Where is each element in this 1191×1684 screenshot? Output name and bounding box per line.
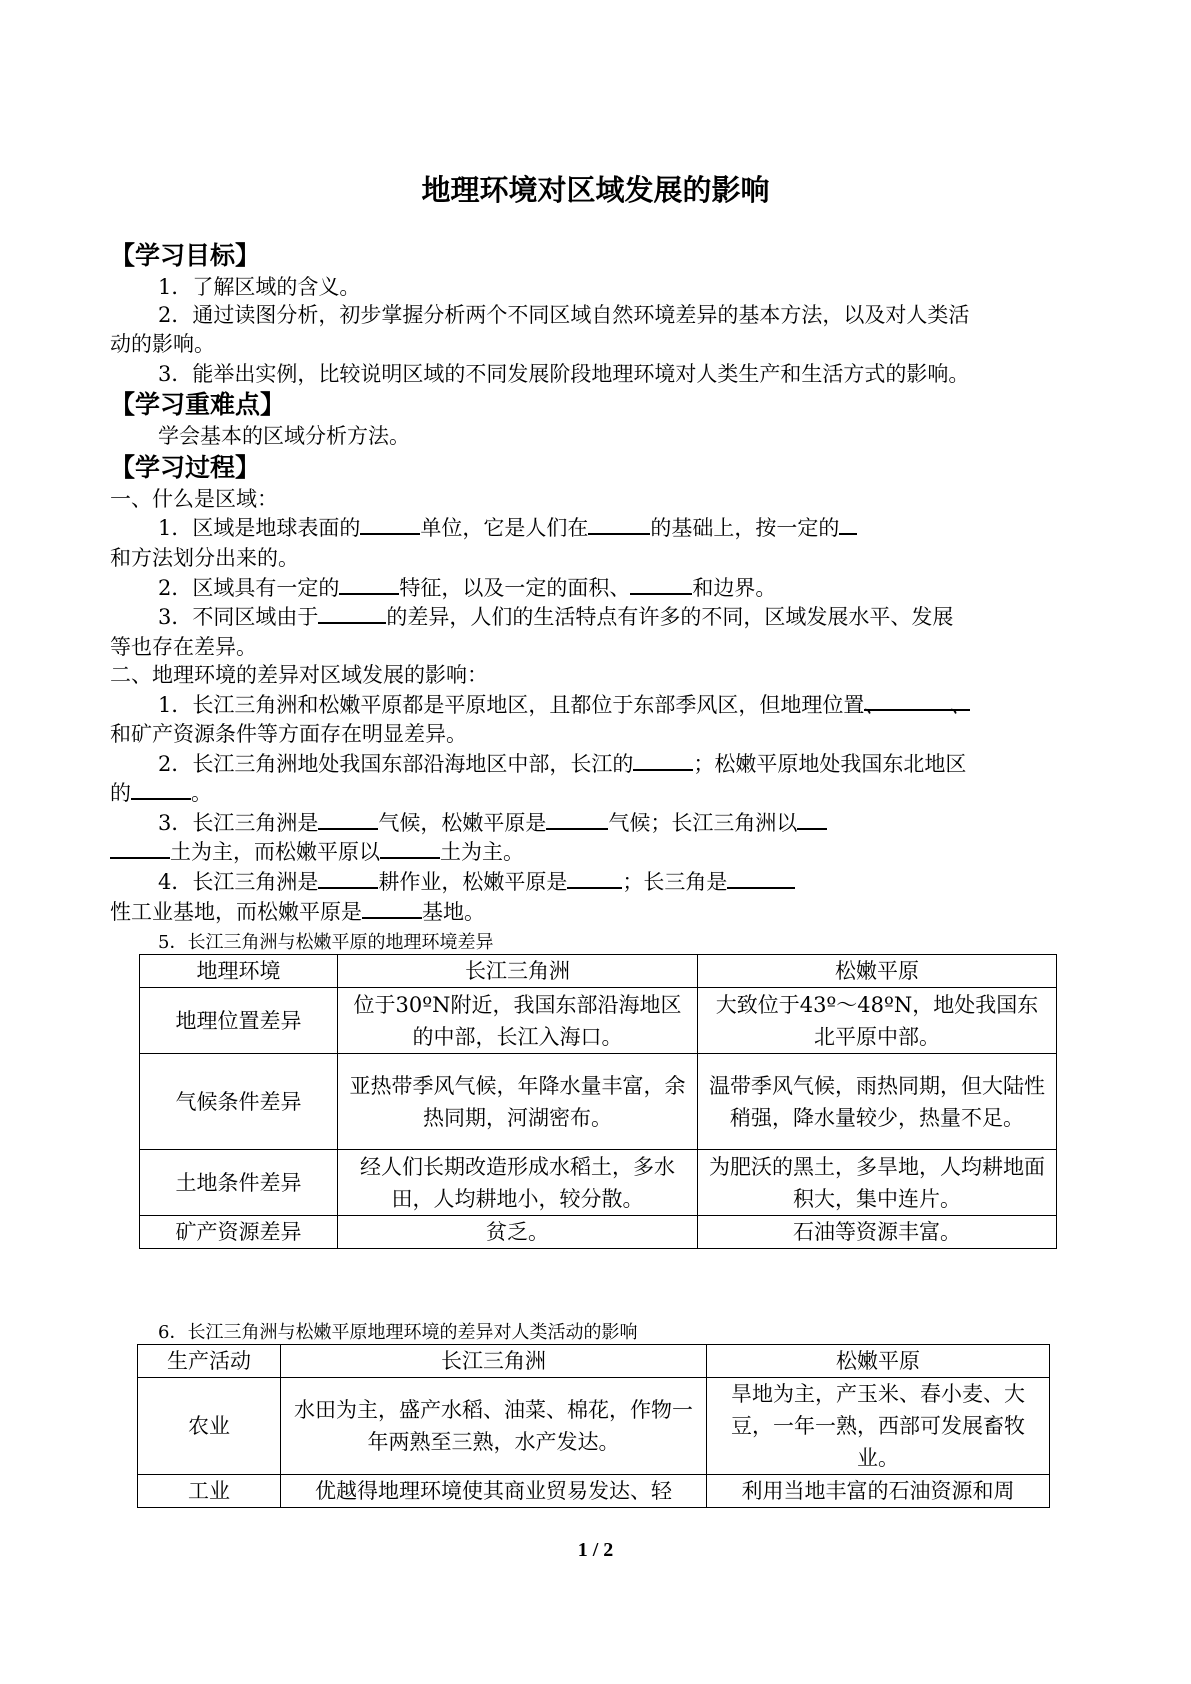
text-span: 。 [191,781,212,805]
fill-blank[interactable] [839,513,857,535]
objective-2-line-2: 动的影响。 [110,332,215,356]
table-cell: 经人们长期改造形成水稻土，多水田，人均耕地小，较分散。 [338,1150,698,1216]
fill-blank[interactable] [131,778,191,800]
table-cell: 地理位置差异 [140,988,338,1054]
table-cell: 大致位于43º～48ºN，地处我国东北平原中部。 [698,988,1057,1054]
part1-q2 [158,572,776,602]
page-number: 1 / 2 [577,1539,614,1561]
fill-blank[interactable] [797,808,827,830]
part1-q1-line-2: 和方法划分出来的。 [110,546,299,570]
text-span: 1．长江三角洲和松嫩平原都是平原地区，且都位于东部季风区，但地理位置 [158,693,865,717]
table-header-cell: 松嫩平原 [707,1345,1050,1378]
table-row [140,988,1057,1054]
fill-blank[interactable] [360,513,420,535]
table-header-cell: 长江三角洲 [281,1345,707,1378]
table-cell: 石油等资源丰富。 [698,1216,1057,1249]
table-header-row [138,1345,1050,1378]
table-cell: 为肥沃的黑土，多旱地，人均耕地面积大，集中连片。 [698,1150,1057,1216]
section-heading-process: 【学习过程】 [110,453,261,482]
section-heading-key-points: 【学习重难点】 [110,390,286,419]
environment-difference-table [139,954,1057,1249]
text-span: ；松嫩平原地处我国东北地区 [693,752,967,776]
objective-1: 1．了解区域的含义。 [158,275,361,299]
part2-heading: 二、地理环境的差异对区域发展的影响： [110,663,488,687]
table-header-cell: 生产活动 [138,1345,281,1378]
table-header-cell: 松嫩平原 [698,955,1057,988]
key-point-text: 学会基本的区域分析方法。 [158,424,410,448]
part2-q3-line-1 [158,807,827,837]
table-cell: 农业 [138,1378,281,1475]
table2-caption: 6．长江三角洲与松嫩平原地理环境的差异对人类活动的影响 [158,1322,638,1343]
table-row [138,1378,1050,1475]
page-title: 地理环境对区域发展的影响 [421,173,770,207]
table-cell: 温带季风气候，雨热同期，但大陆性稍强，降水量较少，热量不足。 [698,1054,1057,1150]
table-header-cell: 地理环境 [140,955,338,988]
table-row [140,1150,1057,1216]
fill-blank[interactable] [727,867,795,889]
human-activity-impact-table [137,1344,1050,1508]
part1-q3-line-2: 等也存在差异。 [110,635,257,659]
fill-blank[interactable] [633,749,693,771]
fill-blank[interactable] [318,808,378,830]
text-span: 2．长江三角洲地处我国东部沿海地区中部，长江的 [158,752,634,776]
text-span: 基地。 [422,900,485,924]
fill-blank[interactable] [362,897,422,919]
table-cell: 旱地为主，产玉米、春小麦、大豆，一年一熟，西部可发展畜牧业。 [707,1378,1050,1475]
fill-blank[interactable] [546,808,608,830]
text-span: 4．长江三角洲是 [158,870,319,894]
part2-q2-line-2 [110,777,212,807]
table-row [138,1475,1050,1508]
fill-blank[interactable] [339,573,399,595]
part2-q4-line-1 [158,866,795,896]
section-heading-objectives: 【学习目标】 [110,241,261,270]
table-row [140,1054,1057,1150]
fill-blank[interactable] [380,837,440,859]
part2-q2-line-1 [158,748,966,778]
table-cell: 贫乏。 [338,1216,698,1249]
part2-q4-line-2 [110,896,485,926]
table-cell: 矿产资源差异 [140,1216,338,1249]
text-span: 3．不同区域由于 [158,605,319,629]
fill-blank[interactable] [318,602,386,624]
text-span: ；长三角是 [622,870,728,894]
table-cell: 土地条件差异 [140,1150,338,1216]
fill-blank[interactable] [110,837,170,859]
part1-heading: 一、什么是区域： [110,487,278,511]
text-span: 和边界。 [692,576,777,600]
table-header-cell: 长江三角洲 [338,955,698,988]
text-span: 1．区域是地球表面的 [158,516,361,540]
text-span: 特征，以及一定的面积、 [399,576,631,600]
part1-q1-line-1 [158,512,857,542]
text-span: 气候，松嫩平原是 [378,811,547,835]
fill-blank[interactable] [950,689,972,717]
table1-caption: 5．长江三角洲与松嫩平原的地理环境差异 [158,932,494,953]
part2-q1-line-1 [158,689,970,719]
part2-q1-line-2: 和矿产资源条件等方面存在明显差异。 [110,722,467,746]
text-span: 气候；长江三角洲以 [608,811,798,835]
table-cell: 工业 [138,1475,281,1508]
fill-blank[interactable] [864,689,950,717]
text-span: 3．长江三角洲是 [158,811,319,835]
fill-blank[interactable] [588,513,650,535]
text-span: 的差异，人们的生活特点有许多的不同，区域发展水平、发展 [386,605,954,629]
objective-2-line-1: 2．通过读图分析，初步掌握分析两个不同区域自然环境差异的基本方法，以及对人类活 [158,303,970,327]
text-span: 、 [950,693,972,717]
part2-q3-line-2 [110,836,524,866]
table-cell: 利用当地丰富的石油资源和周 [707,1475,1050,1508]
table-cell: 优越得地理环境使其商业贸易发达、轻 [281,1475,707,1508]
table-row [140,1216,1057,1249]
text-span: 土为主，而松嫩平原以 [170,840,380,864]
table-cell: 位于30ºN附近，我国东部沿海地区的中部，长江入海口。 [338,988,698,1054]
text-span: 土为主。 [440,840,524,864]
part1-q3-line-1 [158,601,953,631]
fill-blank[interactable] [630,573,692,595]
table-header-row [140,955,1057,988]
table-cell: 水田为主，盛产水稻、油菜、棉花，作物一年两熟至三熟，水产发达。 [281,1378,707,1475]
text-span: 的基础上，按一定的 [650,516,840,540]
text-span: 性工业基地，而松嫩平原是 [110,900,362,924]
text-span: 耕作业，松嫩平原是 [378,870,568,894]
table-cell: 气候条件差异 [140,1054,338,1150]
text-span: 的 [110,781,131,805]
text-span: 、 [864,693,886,717]
table-cell: 亚热带季风气候，年降水量丰富，余热同期，河湖密布。 [338,1054,698,1150]
fill-blank[interactable] [318,867,378,889]
text-span: 2．区域具有一定的 [158,576,340,600]
objective-3: 3．能举出实例，比较说明区域的不同发展阶段地理环境对人类生产和生活方式的影响。 [158,362,970,386]
fill-blank[interactable] [567,867,622,889]
text-span: 单位，它是人们在 [420,516,589,540]
